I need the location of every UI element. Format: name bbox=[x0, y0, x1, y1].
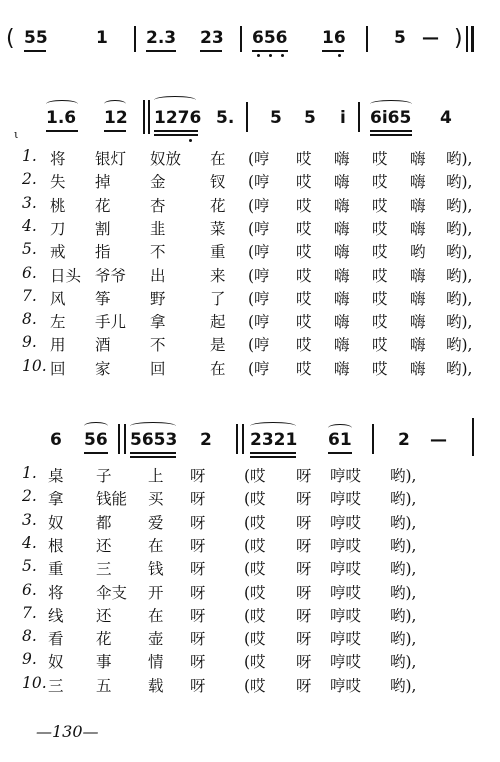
lyric-word: 奴放 bbox=[150, 150, 182, 168]
note-group: 1276 bbox=[154, 108, 202, 128]
lyric-word: 呀 bbox=[190, 490, 206, 509]
lyric-row bbox=[0, 648, 500, 672]
slur bbox=[104, 100, 126, 108]
lyric-word: 掉 bbox=[95, 173, 111, 192]
lyric-word: 线 bbox=[48, 606, 64, 625]
lyric-word: 爱 bbox=[148, 513, 164, 532]
lyric-word: (哎 bbox=[244, 653, 266, 672]
lyric-word: 哎 bbox=[372, 243, 388, 262]
lyric-word: 呀 bbox=[190, 536, 206, 555]
lyric-word: 嗨 bbox=[334, 243, 350, 262]
lyric-row bbox=[0, 625, 500, 649]
lyric-word: 割 bbox=[95, 219, 111, 238]
lyric-word: 呀 bbox=[190, 467, 206, 485]
lyric-word: 起 bbox=[210, 313, 226, 332]
lyric-word: 哎 bbox=[296, 313, 312, 332]
lyric-word: 哟), bbox=[446, 243, 473, 262]
lyric-word: (哼 bbox=[248, 336, 270, 355]
note: 6 bbox=[50, 430, 62, 450]
lyric-word: 哟), bbox=[446, 336, 473, 355]
beam bbox=[200, 50, 222, 52]
lyric-word: 在 bbox=[148, 606, 164, 625]
lyric-word: 酒 bbox=[95, 336, 111, 355]
barline bbox=[124, 424, 126, 454]
page-number: —130— bbox=[36, 722, 99, 741]
lyric-word: 嗨 bbox=[410, 150, 426, 168]
lyric-word: 出 bbox=[150, 266, 166, 285]
lyric-row bbox=[0, 672, 500, 696]
lyric-word: 嗨 bbox=[410, 196, 426, 215]
beam bbox=[370, 130, 412, 132]
verse-number: 7. bbox=[22, 603, 37, 622]
low-octave-dot bbox=[338, 54, 341, 57]
beam bbox=[370, 134, 412, 136]
verse-number: 3. bbox=[22, 193, 37, 212]
lyric-word: 呀 bbox=[296, 676, 312, 695]
lyric-word: 壶 bbox=[148, 630, 164, 649]
lyric-word: 在 bbox=[148, 536, 164, 555]
lyric-word: 呀 bbox=[190, 513, 206, 532]
slur bbox=[84, 422, 108, 430]
note-group: 5653 bbox=[130, 430, 178, 450]
note-group: 61 bbox=[328, 430, 352, 450]
verse-number: 5. bbox=[22, 240, 37, 259]
lyric-word: 子 bbox=[96, 467, 112, 485]
beam bbox=[250, 456, 296, 458]
lyric-word: 哼哎 bbox=[330, 513, 362, 532]
lyric-row bbox=[0, 602, 500, 626]
slur bbox=[328, 424, 352, 432]
low-octave-dot bbox=[257, 54, 260, 57]
lyric-word: (哼 bbox=[248, 243, 270, 262]
lyric-word: (哎 bbox=[244, 536, 266, 555]
lyric-word: 呀 bbox=[296, 583, 312, 602]
lyric-word: 回 bbox=[50, 359, 66, 378]
lyric-word: 哎 bbox=[372, 289, 388, 308]
lyric-word: 戒 bbox=[50, 243, 66, 262]
lyric-word: 三 bbox=[48, 676, 64, 695]
lyric-word: 哼哎 bbox=[330, 606, 362, 625]
lyric-word: 奴 bbox=[48, 513, 64, 532]
lyric-word: 哟), bbox=[446, 289, 473, 308]
lyric-word: 拿 bbox=[150, 313, 166, 332]
lyric-word: 上 bbox=[148, 467, 164, 485]
lyric-word: 哟), bbox=[446, 219, 473, 238]
slur bbox=[46, 100, 78, 108]
lyric-word: 哟 bbox=[410, 243, 426, 262]
note: 4 bbox=[440, 108, 452, 128]
lyric-word: (哼 bbox=[248, 173, 270, 192]
lyric-word: 呀 bbox=[296, 467, 312, 485]
lyric-row bbox=[0, 532, 500, 556]
lyric-word: 看 bbox=[48, 630, 64, 649]
lyric-word: 嗨 bbox=[410, 359, 426, 378]
beam bbox=[154, 134, 198, 136]
lyric-word: 哎 bbox=[372, 266, 388, 285]
lyric-word: 哟), bbox=[390, 583, 417, 602]
lyric-word: 在 bbox=[210, 150, 226, 168]
beam bbox=[328, 452, 352, 454]
slur bbox=[130, 422, 176, 430]
lyric-word: 还 bbox=[96, 536, 112, 555]
lyric-word: 哎 bbox=[296, 243, 312, 262]
note: i bbox=[340, 108, 346, 128]
beam bbox=[130, 456, 176, 458]
lyric-row bbox=[0, 262, 500, 286]
lyric-word: 指 bbox=[95, 243, 111, 262]
beam bbox=[154, 130, 198, 132]
note: 5. bbox=[216, 108, 235, 128]
lyric-word: 哟), bbox=[390, 676, 417, 695]
lyric-word: 钗 bbox=[210, 173, 226, 192]
note: 2 bbox=[398, 430, 410, 450]
lyric-word: 花 bbox=[95, 196, 111, 215]
lyric-word: 哟), bbox=[446, 266, 473, 285]
lyric-word: 钱能 bbox=[96, 490, 128, 509]
lyric-word: 刀 bbox=[50, 219, 66, 238]
beam bbox=[146, 50, 176, 52]
lyric-row bbox=[0, 485, 500, 509]
verse-number: 1. bbox=[22, 147, 37, 165]
lyric-word: 哎 bbox=[296, 150, 312, 168]
lyric-word: 呀 bbox=[296, 536, 312, 555]
lyric-word: 哟), bbox=[390, 560, 417, 579]
lyric-word: 钱 bbox=[148, 560, 164, 579]
lyric-word: 嗨 bbox=[410, 336, 426, 355]
verse-number: 2. bbox=[22, 170, 37, 189]
lyric-row bbox=[0, 509, 500, 533]
verse-number: 4. bbox=[22, 216, 37, 235]
lyric-word: 嗨 bbox=[410, 266, 426, 285]
lyric-row bbox=[0, 355, 500, 379]
lyric-row bbox=[0, 579, 500, 603]
lyric-word: 呀 bbox=[190, 630, 206, 649]
lyric-word: 三 bbox=[96, 560, 112, 579]
lyric-word: 哟), bbox=[446, 313, 473, 332]
lyric-word: 野 bbox=[150, 289, 166, 308]
lyric-row bbox=[0, 215, 500, 239]
note-group: 12 bbox=[104, 108, 128, 128]
barline bbox=[236, 424, 238, 454]
note: 2 bbox=[200, 430, 212, 450]
lyric-word: 银灯 bbox=[95, 150, 127, 168]
lyric-word: 回 bbox=[150, 359, 166, 378]
beam bbox=[252, 50, 288, 52]
verse-number: 10. bbox=[22, 356, 47, 375]
note-group: 55 bbox=[24, 28, 48, 48]
lyric-word: 不 bbox=[150, 336, 166, 355]
lyric-row bbox=[0, 238, 500, 262]
verse-number: 1. bbox=[22, 464, 37, 482]
lyric-word: 哎 bbox=[296, 289, 312, 308]
barline bbox=[358, 102, 360, 132]
barline bbox=[240, 26, 242, 52]
lyric-word: 哟), bbox=[446, 173, 473, 192]
lyric-word: 哎 bbox=[296, 219, 312, 238]
lyric-word: 筝 bbox=[95, 289, 111, 308]
lyric-word: 重 bbox=[210, 243, 226, 262]
lyric-word: 呀 bbox=[296, 513, 312, 532]
note: 1 bbox=[96, 28, 108, 48]
lyric-word: 哎 bbox=[372, 150, 388, 168]
note-group: 6i65 bbox=[370, 108, 412, 128]
lyric-word: 嗨 bbox=[334, 266, 350, 285]
lyric-row bbox=[0, 555, 500, 579]
lyric-word: 来 bbox=[210, 266, 226, 285]
note-group: 1.6 bbox=[46, 108, 77, 128]
lyric-word: 用 bbox=[50, 336, 66, 355]
repeat-close-paren: ) bbox=[454, 26, 463, 51]
notation-line-2 bbox=[0, 108, 500, 148]
lyric-word: (哼 bbox=[248, 359, 270, 378]
verse-number: 9. bbox=[22, 333, 37, 352]
lyric-word: 哼哎 bbox=[330, 676, 362, 695]
barline bbox=[366, 26, 368, 52]
lyric-word: 哟), bbox=[390, 606, 417, 625]
lyric-word: 哟), bbox=[390, 513, 417, 532]
lyric-word: 哟), bbox=[446, 196, 473, 215]
barline bbox=[134, 26, 136, 52]
low-octave-dot bbox=[281, 54, 284, 57]
lyric-word: 呀 bbox=[190, 676, 206, 695]
lyric-word: 呀 bbox=[190, 653, 206, 672]
lyric-word: 嗨 bbox=[410, 173, 426, 192]
lyric-word: 手儿 bbox=[95, 313, 127, 332]
lyric-word: 五 bbox=[96, 676, 112, 695]
lyric-word: 哼哎 bbox=[330, 583, 362, 602]
barline bbox=[143, 100, 145, 134]
lyric-word: 嗨 bbox=[334, 219, 350, 238]
lyric-word: 嗨 bbox=[334, 359, 350, 378]
lyric-word: 哟), bbox=[390, 630, 417, 649]
note-group: 2.3 bbox=[146, 28, 177, 48]
slur bbox=[250, 422, 296, 430]
lyric-word: 是 bbox=[210, 336, 226, 355]
beam bbox=[322, 50, 344, 52]
lyric-word: 嗨 bbox=[334, 289, 350, 308]
lyric-word: 将 bbox=[48, 583, 64, 602]
note-group: 2321 bbox=[250, 430, 298, 450]
lyric-word: 桃 bbox=[50, 196, 66, 215]
dash: — bbox=[422, 28, 439, 48]
lyric-word: 哎 bbox=[372, 336, 388, 355]
lyric-word: 呀 bbox=[190, 606, 206, 625]
lyric-word: 爷爷 bbox=[95, 266, 127, 285]
verse-number: 6. bbox=[22, 580, 37, 599]
lyric-word: (哎 bbox=[244, 676, 266, 695]
low-octave-dot bbox=[269, 54, 272, 57]
lyric-word: 哎 bbox=[372, 313, 388, 332]
lyric-word: 哼哎 bbox=[330, 630, 362, 649]
lyric-word: 嗨 bbox=[410, 289, 426, 308]
slur bbox=[370, 100, 412, 108]
lyric-word: 哎 bbox=[296, 266, 312, 285]
lyric-word: 桌 bbox=[48, 467, 64, 485]
lyric-word: 哟), bbox=[390, 536, 417, 555]
lyric-word: 呀 bbox=[296, 653, 312, 672]
lyric-word: (哼 bbox=[248, 313, 270, 332]
lyric-word: 嗨 bbox=[334, 336, 350, 355]
barline bbox=[242, 424, 244, 454]
lyric-word: 哎 bbox=[296, 336, 312, 355]
note-group: 56 bbox=[84, 430, 108, 450]
lyric-word: (哼 bbox=[248, 219, 270, 238]
lyric-word: 还 bbox=[96, 606, 112, 625]
beam bbox=[24, 50, 46, 52]
verse-number: 3. bbox=[22, 510, 37, 529]
lyric-word: 嗨 bbox=[334, 150, 350, 168]
lyric-word: 菜 bbox=[210, 219, 226, 238]
lyric-word: 哼哎 bbox=[330, 467, 362, 485]
lyric-word: 花 bbox=[210, 196, 226, 215]
lyric-word: 事 bbox=[96, 653, 112, 672]
lyric-word: 哼哎 bbox=[330, 490, 362, 509]
lyric-word: 买 bbox=[148, 490, 164, 509]
lyric-word: 嗨 bbox=[334, 196, 350, 215]
barline bbox=[246, 102, 248, 132]
lyric-word: (哎 bbox=[244, 606, 266, 625]
lyric-word: 呀 bbox=[296, 606, 312, 625]
lyric-word: 呀 bbox=[296, 630, 312, 649]
beam bbox=[104, 130, 126, 132]
lyric-word: 金 bbox=[150, 173, 166, 192]
lyric-word: (哎 bbox=[244, 467, 266, 485]
lyric-word: 嗨 bbox=[410, 219, 426, 238]
lyric-word: 哎 bbox=[372, 359, 388, 378]
low-octave-dot bbox=[189, 139, 192, 142]
note-group: 16 bbox=[322, 28, 346, 48]
verse-number: 7. bbox=[22, 286, 37, 305]
margin-mark: ι bbox=[14, 128, 19, 141]
lyric-word: 哟), bbox=[390, 490, 417, 509]
lyric-word: 载 bbox=[148, 676, 164, 695]
note: 5 bbox=[270, 108, 282, 128]
lyric-word: 哎 bbox=[296, 359, 312, 378]
lyric-row bbox=[0, 145, 500, 169]
lyric-word: 奴 bbox=[48, 653, 64, 672]
lyric-row bbox=[0, 462, 500, 486]
verse-number: 4. bbox=[22, 533, 37, 552]
lyric-word: 开 bbox=[148, 583, 164, 602]
lyric-word: 韭 bbox=[150, 219, 166, 238]
lyric-word: 伞支 bbox=[96, 583, 128, 602]
lyric-word: 呀 bbox=[190, 583, 206, 602]
lyric-word: 哎 bbox=[372, 173, 388, 192]
lyric-word: 哟), bbox=[446, 359, 473, 378]
lyric-word: 哎 bbox=[372, 196, 388, 215]
lyric-word: 哼哎 bbox=[330, 560, 362, 579]
verse-number: 8. bbox=[22, 310, 37, 329]
lyric-word: 拿 bbox=[48, 490, 64, 509]
lyric-row bbox=[0, 192, 500, 216]
beam bbox=[250, 452, 296, 454]
barline bbox=[471, 26, 474, 52]
lyric-word: 花 bbox=[96, 630, 112, 649]
lyric-word: 哟), bbox=[390, 653, 417, 672]
lyric-word: (哼 bbox=[248, 266, 270, 285]
dash: — bbox=[430, 430, 447, 450]
lyric-row bbox=[0, 308, 500, 332]
lyric-word: 嗨 bbox=[410, 313, 426, 332]
lyric-word: 都 bbox=[96, 513, 112, 532]
lyric-word: 嗨 bbox=[334, 173, 350, 192]
lyric-word: 日头 bbox=[50, 266, 82, 285]
lyric-word: 根 bbox=[48, 536, 64, 555]
verse-number: 8. bbox=[22, 627, 37, 646]
lyric-word: 左 bbox=[50, 313, 66, 332]
lyric-word: 哼哎 bbox=[330, 653, 362, 672]
lyric-word: 了 bbox=[210, 289, 226, 308]
slur bbox=[154, 96, 196, 104]
lyric-row bbox=[0, 168, 500, 192]
barline bbox=[466, 26, 468, 52]
lyric-word: 将 bbox=[50, 150, 66, 168]
lyric-word: 嗨 bbox=[334, 313, 350, 332]
lyric-word: (哎 bbox=[244, 513, 266, 532]
barline bbox=[118, 424, 120, 454]
lyric-word: (哎 bbox=[244, 560, 266, 579]
lyric-word: 哟), bbox=[446, 150, 473, 168]
repeat-open-paren: ( bbox=[6, 26, 15, 51]
lyric-word: 哎 bbox=[296, 173, 312, 192]
verse-number: 5. bbox=[22, 557, 37, 576]
lyric-word: 情 bbox=[148, 653, 164, 672]
lyric-word: 家 bbox=[95, 359, 111, 378]
note-group: 656 bbox=[252, 28, 288, 48]
lyric-word: 呀 bbox=[296, 560, 312, 579]
note-group: 23 bbox=[200, 28, 224, 48]
notation-line-1 bbox=[0, 28, 500, 68]
lyric-word: 重 bbox=[48, 560, 64, 579]
barline bbox=[472, 418, 474, 456]
verse-number: 10. bbox=[22, 673, 47, 692]
beam bbox=[46, 130, 78, 132]
lyric-word: (哎 bbox=[244, 490, 266, 509]
lyric-word: 杏 bbox=[150, 196, 166, 215]
lyric-word: 呀 bbox=[190, 560, 206, 579]
beam bbox=[84, 452, 108, 454]
lyric-word: 失 bbox=[50, 173, 66, 192]
lyric-word: 哎 bbox=[372, 219, 388, 238]
lyric-row bbox=[0, 331, 500, 355]
lyric-word: 哼哎 bbox=[330, 536, 362, 555]
note: 5 bbox=[394, 28, 406, 48]
lyric-word: (哼 bbox=[248, 196, 270, 215]
lyric-word: (哼 bbox=[248, 289, 270, 308]
lyric-word: 风 bbox=[50, 289, 66, 308]
verse-number: 9. bbox=[22, 650, 37, 669]
beam bbox=[130, 452, 176, 454]
lyric-word: (哼 bbox=[248, 150, 270, 168]
verse-number: 6. bbox=[22, 263, 37, 282]
lyric-word: (哎 bbox=[244, 583, 266, 602]
lyric-word: 不 bbox=[150, 243, 166, 262]
barline bbox=[372, 424, 374, 454]
lyric-word: 在 bbox=[210, 359, 226, 378]
barline bbox=[148, 100, 150, 134]
lyric-word: (哎 bbox=[244, 630, 266, 649]
lyric-word: 呀 bbox=[296, 490, 312, 509]
note: 5 bbox=[304, 108, 316, 128]
lyric-word: 哎 bbox=[296, 196, 312, 215]
verse-number: 2. bbox=[22, 487, 37, 506]
lyric-word: 哟), bbox=[390, 467, 417, 485]
lyric-row bbox=[0, 285, 500, 309]
